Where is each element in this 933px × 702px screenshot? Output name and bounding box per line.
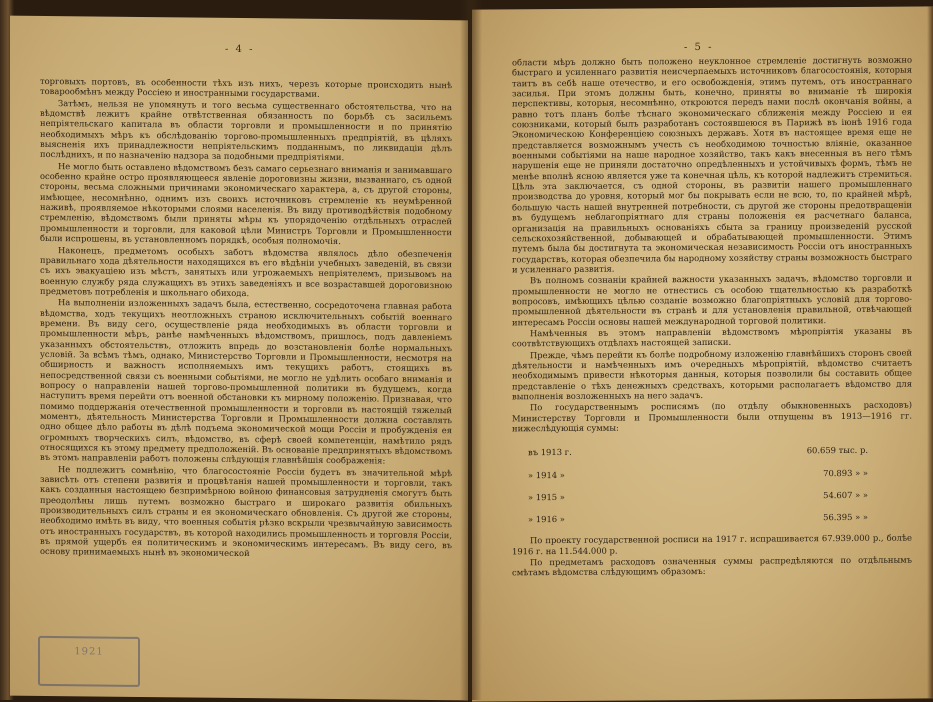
sums-table — [528, 439, 868, 531]
sums-value: 54.607 » » — [823, 489, 868, 501]
sums-value: 60.659 тыс. р. — [806, 445, 868, 456]
right-paragraph-2: Въ полномъ сознанiи крайней важности указанныхъ задачъ, вѣдомство торговли и промышленности не могло не отнестись съ особою тщательностью къ разработкѣ вопросовъ, имѣющихъ цѣлью созданiе возможно благопрiятныхъ условiй для торгово-промышленной дѣятельности въ странѣ и для установленiя правильной, отвѣчающей интересамъ Россiи основы нашей международной торговой политики. — [512, 272, 912, 327]
right-paragraph-5: По государственнымъ росписямъ (по отдѣлу обыкновенныхъ расходовъ) Министерству Торговли и Промышленности были отпущены въ 1913—1916 гг. нижеслѣдующiя суммы: — [512, 399, 912, 434]
sums-row — [528, 462, 868, 487]
library-stamp — [38, 636, 140, 687]
page-edge-shadow — [927, 6, 933, 701]
right-page — [472, 6, 933, 701]
left-paragraph-3: Не могло быть оставлено вѣдомствомъ безъ самаго серьезнаго вниманiя и занимавшаго особенно крайне остро проявляющееся явленiе дороговизны жизни, вызваннаго, съ одной стороны, весьма сложными причинами экономическаго характера, а, съ другой стороны, имѣющее, несомнѣнно, однимъ изъ своихъ источниковъ стремленiе къ неумѣренной наживѣ, проявляемое нѣкоторыми слоями населенiя. Въ виду противодѣйствiя подобному стремленiю, вѣдомствомъ были приняты мѣры къ упорядоченiю отдѣльныхъ отраслей промышленности и торговли, для каковой цѣли Министръ Торговли и Промышленности были испрошены, въ установленномъ порядкѣ, особыя полномочiя. — [40, 160, 452, 247]
sums-row — [528, 506, 868, 531]
right-paragraph-7: По предметамъ расходовъ означенныя суммы распредѣляются по отдѣльнымъ смѣтамъ вѣдомства слѣдующимъ образомъ: — [512, 554, 912, 578]
right-paragraph-4: Прежде, чѣмъ перейти къ болѣе подробному изложенiю главнѣйшихъ сторонъ своей дѣятельности и намѣченныхъ имъ очередныхъ мѣропрiятiй, вѣдомство считаетъ необходимымъ привести нѣкоторыя данныя, которыя позволили бы составить общее представленiе о тѣхъ денежныхъ средствахъ, которыми располагаетъ вѣдомство для выполненiя возложенныхъ на него задачъ. — [512, 347, 912, 402]
stamp-text: 1921 — [74, 646, 104, 658]
right-paragraph-6: По проекту государственной росписи на 1917 г. испрашивается 67.939.000 р., болѣе 1916 г. на 11.544.000 р. — [512, 532, 912, 556]
sums-value: 56.395 » » — [823, 512, 868, 523]
left-paragraph-1: торговыхъ портовъ, въ особенности тѣхъ изъ нихъ, черезъ которые происходить нынѣ товарообмѣнъ между Россiею и иностранными государствами. — [40, 75, 452, 100]
left-paragraph-4: Наконецъ, предметомъ особыхъ заботъ вѣдомства являлось дѣло обезпеченiя правильнаго хода дѣятельности находящихся въ его вѣдѣнiи учебныхъ заведенiй, въ связи съ ихъ эвакуацiею изъ мѣстъ, занятыхъ или угрожаемыхъ непрiятелемъ, призывомъ на военную службу ряда служащихъ въ этихъ заведенiяхъ и все возраставшей дороговизною предметовъ потребленiя и школьнаго обихода. — [40, 244, 452, 298]
sums-row — [528, 484, 868, 509]
sums-year: » 1914 » — [528, 469, 565, 480]
sums-year: » 1916 » — [528, 514, 565, 525]
sums-year: » 1915 » — [528, 492, 565, 503]
left-page-text — [40, 76, 452, 561]
left-paragraph-6: Не подлежитъ сомнѣнiю, что благосостоянiе Россiи будетъ въ значительной мѣрѣ зависѣть отъ степени развитiя и процвѣтанiя нашей промышленности и торговли, такъ какъ созданныя настоящею безпримѣрною войною финансовыя затрудненiя смогутъ быть преодолѣны лишь путемъ возможно быстраго и широкаго развитiя обильныхъ производительныхъ силъ страны и ея экономическаго обновленiя. Съ другой же стороны, необходимо имѣть въ виду, что военныя событiя рѣзко вскрыли чрезвычайную зависимость отъ иностранныхъ государствъ, въ которой находились промышленность и торговля Россiи, въ прямой ущербъ ея политическимъ и экономическимъ интересамъ. Въ виду сего, въ основу принимаемыхъ нынѣ въ экономической — [40, 463, 452, 559]
right-page-text — [512, 55, 912, 578]
sums-row — [528, 439, 868, 464]
left-page-number: - 4 - — [225, 43, 255, 56]
left-paragraph-5: На выполненiи изложенныхъ задачъ была, естественно, сосредоточена главная работа вѣдомства, ходъ текущихъ неотложныхъ страною исключительныхъ событiй военнаго времени. Въ виду сего, осуществленiе ряда необходимыхъ въ области торговли и промышленности мѣръ, ранѣе намѣченныхъ вѣдомствомъ, пришлось, подъ давленiемъ указанныхъ обстоятельствъ, отложить впредь до возстановленiя болѣе нормальныхъ условiй. За всѣмъ тѣмъ, однако, Министерство Торговли и Промышленности, несмотря на обширность и важность исполняемыхъ имъ текущихъ работъ, стоящихъ въ непосредственной связи съ военными событiями, не могло не удѣлить особаго вниманiя и вопросу о направленiи нашей торгово-промышленной политики въ будущемъ, когда наступитъ время перейти отъ военной обстановки къ мирному положенiю. Признавая, что помимо поддержанiя отечественной промышленности и торговли въ настоящiй тяжелый моментъ, дѣятельность Министерства Торговли и Промышленности должна составлять одно общее дѣло работы въ дѣлѣ подъема экономической мощи Россiи и пробужденiя ея огромныхъ творческихъ силъ, вѣдомство, въ сферѣ своей компетенцiи, намѣтило рядъ относящихся къ этому предмету предположенiй. Въ основанiе предпринятыхъ вѣдомствомъ въ этомъ направленiи работъ положены слѣдующiя главнѣйшiя соображенiя: — [40, 297, 452, 466]
sums-value: 70.893 » » — [823, 467, 868, 478]
right-page-number: - 5 - — [684, 41, 714, 54]
left-page — [10, 16, 468, 701]
right-paragraph-1: области мѣръ должно быть положено неуклонное стремленiе достигнуть возможно быстраго и усиленнаго развитiя неисчерпаемыхъ источниковъ благосостоянiя, которыя таитъ въ себѣ наше отечество, и его освобожденiя, этимъ путемъ, отъ иностраннаго засилья. При этомъ должны быть, конечно, приняты во вниманiе тѣ широкiя перспективы, которыя, несомнѣнно, откроются передъ нами послѣ окончанiя войны, а равно тотъ планъ болѣе тѣснаго экономическаго сближенiя между Россiею и ея союзниками, который былъ разработанъ состоявшеюся въ Парижѣ въ iюнѣ 1916 года Экономическою Конференцiею союзныхъ державъ. Хотя въ настоящее время еще не представляется возможнымъ учесть съ необходимою точностью влiянiе, оказанное военными событiями на наше народное хозяйство, такъ какъ внесенныя въ него тѣмъ нарушенiя еще не приняли достаточно опредѣленныхъ и устойчивыхъ формъ, тѣмъ не менѣе вполнѣ ясною является уже та конечная цѣль, къ которой надлежитъ стремиться. Цѣль эта заключается, съ одной стороны, въ развитiи нашего промышленнаго производства до уровня, который мог бы покрывать если не всю, то, по крайней мѣрѣ, большую часть нашей внутренней потребности, съ другой же стороны предотвращенiи въ будущемъ неблагопрiятнаго для страны положенiя ея расчетнаго баланса, организацiя на правильныхъ основанiяхъ сбыта за границу произведенiй русской сельскохозяйственной, добывающей и обрабатывающей промышленности. Этимъ путемъ была бы достигнута та экономическая независимость Россiи отъ иностранныхъ государствъ, которая обезпечила бы народному хозяйству страны возможность быстраго и усиленнаго развитiя. — [512, 54, 912, 275]
sums-year: въ 1913 г. — [528, 447, 572, 458]
left-paragraph-2: Затѣмъ, нельзя не упомянуть и того весьма существеннаго обстоятельства, что на вѣдомствѣ лежитъ крайне отвѣтственная обязанность по борьбѣ съ засильемъ непрiятельскаго капитала въ области торговли и промышленности и по принятiю необходимыхъ мѣръ къ обслѣдованiю торгово-промышленныхъ предпрiятiй, въ цѣляхъ выясненiя ихъ принадлежности непрiятельскимъ подданнымъ, по ликвидацiи дѣлъ послѣднихъ, и по назначенiю надзора за подобными предпрiятiями. — [40, 97, 452, 163]
right-paragraph-3: Намѣченныя въ этомъ направленiи вѣдомствомъ мѣропрiятiя указаны въ соотвѣтствующихъ отдѣлахъ настоящей записки. — [512, 325, 912, 349]
